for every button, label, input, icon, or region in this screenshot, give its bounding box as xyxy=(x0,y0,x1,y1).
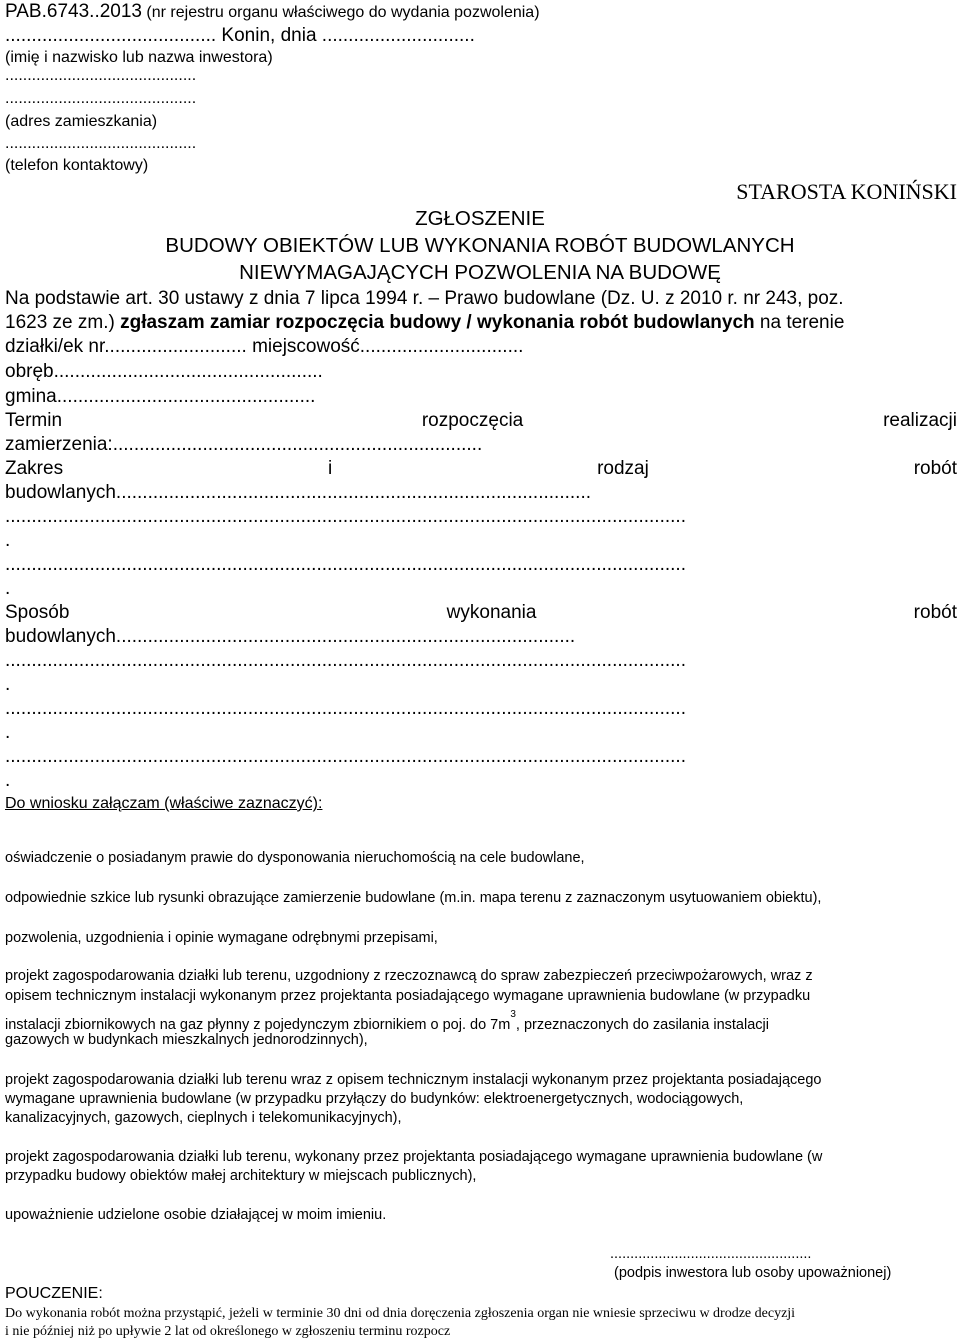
method-dot-3: . xyxy=(5,770,11,791)
attachment-small-architecture-line-1[interactable]: projekt zagospodarowania działki lub terenu, wykonany przez projektanta posiadającego wymagane uprawnienia budowlane (w xyxy=(5,1149,823,1165)
registry-note: (nr rejestru organu właściwego do wydania pozwolenia) xyxy=(141,4,540,21)
attachment-connections-line-3: kanalizacyjnych, gazowych, cieplnych i telekomunikacyjnych), xyxy=(5,1110,402,1126)
investor-name-label: (imię i nazwisko lub nazwa inwestora) xyxy=(5,49,273,66)
address-dots-1[interactable]: ........................................... xyxy=(5,67,197,84)
attachment-small-architecture-line-2: przypadku budowy obiektów małej architektury w miejscach publicznych), xyxy=(5,1168,477,1184)
scope-dot-2: . xyxy=(5,578,11,599)
word: rozpoczęcia xyxy=(421,410,524,431)
word: rodzaj xyxy=(597,458,649,479)
notice-heading: POUCZENIE: xyxy=(5,1285,103,1302)
attachments-heading: Do wniosku załączam (właściwe zaznaczyć): xyxy=(5,795,323,812)
attachment-fire-project-line-1[interactable]: projekt zagospodarowania działki lub terenu, uzgodniony z rzeczoznawcą do spraw zabezpieczeń przeciwpożarowych, wraz z xyxy=(5,968,813,984)
attachment-connections-line-2: wymagane uprawnienia budowlane (w przypadku przyłączy do budynków: elektroenergetycznych, wodociągowych, xyxy=(5,1091,744,1107)
address-label: (adres zamieszkania) xyxy=(5,113,158,130)
recipient: STAROSTA KONIŃSKI xyxy=(736,179,957,204)
scope-label xyxy=(5,457,957,480)
signature-label: (podpis inwestora lub osoby upoważnionej) xyxy=(614,1265,892,1281)
legal-ref: 1623 ze zm.) xyxy=(5,312,121,333)
address-dots-2[interactable]: ........................................... xyxy=(5,90,197,107)
method-dots-1[interactable]: ................................................................................................................................. xyxy=(5,650,686,671)
notice-line-1: Do wykonania robót można przystąpić, jeżeli w terminie 30 dni od dnia doręczenia zgłoszenia organ nie wniesie sprzeciwu w drodze decyzji xyxy=(5,1306,796,1321)
start-date-field[interactable]: zamierzenia:...................................................................... xyxy=(5,434,483,455)
text: instalacji zbiornikowych na gaz płynny z pojedynczym zbiornikiem o poj. do 7m xyxy=(5,1016,511,1033)
registry-number: PAB.6743. xyxy=(5,1,95,22)
method-field[interactable]: budowlanych....................................................................................... xyxy=(5,626,576,647)
attachment-fire-project-line-2: opisem technicznym instalacji wykonanym przez projektanta posiadającego wymagane uprawnienia budowlane (w przypadku xyxy=(5,988,811,1004)
text: , przeznaczonych do zasilania instalacji xyxy=(515,1016,769,1033)
registry-year: .2013 xyxy=(94,1,142,22)
start-date-label xyxy=(5,409,957,432)
phone-label: (telefon kontaktowy) xyxy=(5,157,149,174)
word: realizacji xyxy=(883,410,957,431)
word: robót xyxy=(913,458,957,479)
superscript: 3 xyxy=(510,1009,516,1020)
declaration-tail: na terenie xyxy=(754,312,845,333)
attachment-sketches[interactable]: odpowiednie szkice lub rysunki obrazujące zamierzenie budowlane (m.in. mapa terenu z zaznaczonym usytuowaniem obiektu), xyxy=(5,890,822,906)
word: Termin xyxy=(5,410,63,431)
phone-dots[interactable]: ........................................... xyxy=(5,135,197,152)
scope-field[interactable]: budowlanych.......................................................................................... xyxy=(5,482,592,503)
word: robót xyxy=(913,602,957,623)
legal-basis-line-1: Na podstawie art. 30 ustawy z dnia 7 lipca 1994 r. – Prawo budowlane (Dz. U. z 2010 r. nr 243, poz. xyxy=(5,288,844,309)
attachment-fire-project-line-4: gazowych w budynkach mieszkalnych jednorodzinnych), xyxy=(5,1032,368,1048)
signature-dots[interactable]: .................................................. xyxy=(610,1246,812,1262)
word: wykonania xyxy=(446,602,537,623)
scope-dots-2[interactable]: ................................................................................................................................. xyxy=(5,554,686,575)
plot-number-field[interactable]: działki/ek nr........................... miejscowość............................... xyxy=(5,336,524,357)
title-line-3: NIEWYMAGAJĄCYCH POZWOLENIA NA BUDOWĘ xyxy=(239,261,721,284)
title-line-1: ZGŁOSZENIE xyxy=(415,207,545,230)
method-dots-3[interactable]: ................................................................................................................................. xyxy=(5,746,686,767)
attachment-permits[interactable]: pozwolenia, uzgodnienia i opinie wymagane odrębnymi przepisami, xyxy=(5,930,438,946)
method-label xyxy=(5,601,957,624)
attachment-authorization[interactable]: upoważnienie udzielone osobie działającej w moim imieniu. xyxy=(5,1207,387,1223)
scope-dots-1[interactable]: ................................................................................................................................. xyxy=(5,506,686,527)
declaration-bold: zgłaszam zamiar rozpoczęcia budowy / wykonania robót budowlanych xyxy=(120,312,755,333)
method-dot-2: . xyxy=(5,722,11,743)
scope-dot-1: . xyxy=(5,530,11,551)
obreb-field[interactable]: obręb................................................... xyxy=(5,361,323,382)
attachment-connections-line-1[interactable]: projekt zagospodarowania działki lub terenu wraz z opisem technicznym instalacji wykonanym przez projektanta posiadającego xyxy=(5,1072,822,1088)
title-line-2: BUDOWY OBIEKTÓW LUB WYKONANIA ROBÓT BUDOWLANYCH xyxy=(165,234,795,257)
notice-line-2: i nie później niż po upływie 2 lat od określonego w zgłoszeniu terminu rozpocz xyxy=(5,1324,451,1339)
method-dots-2[interactable]: ................................................................................................................................. xyxy=(5,698,686,719)
gmina-field[interactable]: gmina................................................. xyxy=(5,386,316,407)
place-date-line[interactable]: ........................................ Konin, dnia ............................. xyxy=(5,25,475,46)
word: Zakres xyxy=(5,458,64,479)
legal-basis-line-2 xyxy=(5,311,844,334)
word: i xyxy=(327,458,333,479)
method-dot-1: . xyxy=(5,674,11,695)
registry-line xyxy=(5,0,540,23)
attachment-ownership[interactable]: oświadczenie o posiadanym prawie do dysponowania nieruchomością na cele budowlane, xyxy=(5,850,585,866)
word: Sposób xyxy=(5,602,70,623)
